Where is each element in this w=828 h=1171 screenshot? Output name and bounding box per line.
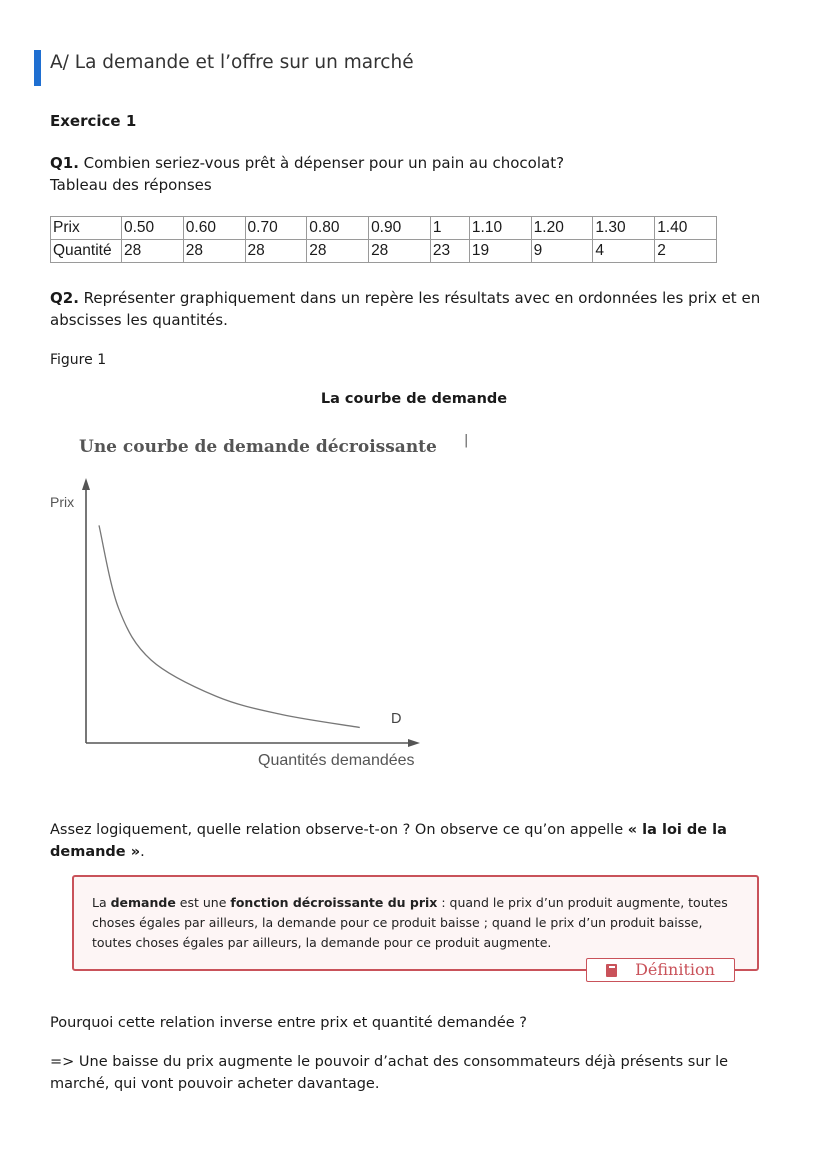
table-cell: 1.20 [531, 217, 593, 240]
table-cell: 9 [531, 240, 593, 263]
table-row-header: Quantité [51, 240, 122, 263]
table-cell: 1.40 [655, 217, 717, 240]
table-cell: 28 [307, 240, 369, 263]
table-cell: 23 [430, 240, 469, 263]
question-3: Pourquoi cette relation inverse entre prix et quantité demandée ? [50, 1015, 527, 1031]
table-cell: 0.70 [245, 217, 307, 240]
question-1-label: Q1. [50, 154, 79, 172]
law-of-demand-end: . [140, 844, 145, 860]
definition-part: La [92, 895, 111, 910]
answer-text: => Une baisse du prix augmente le pouvoir d’achat des consommateurs déjà présents sur le marché, qui vont pouvoir acheter davantage. [50, 1054, 729, 1092]
exercise-title: Exercice 1 [50, 112, 137, 130]
question-2-text: Représenter graphiquement dans un repère les résultats avec en ordonnées les prix et en abscisses les quantités. [50, 289, 761, 329]
chart-title: La courbe de demande [320, 391, 508, 407]
table-row-header: Prix [51, 217, 122, 240]
table-cell: 1.30 [593, 217, 655, 240]
table-cell: 2 [655, 240, 717, 263]
x-axis-arrow [408, 739, 420, 747]
table-cell: 0.80 [307, 217, 369, 240]
tick-mark: | [464, 433, 469, 448]
table-cell: 19 [469, 240, 531, 263]
table-cell: 4 [593, 240, 655, 263]
table-cell: 28 [122, 240, 184, 263]
table-cell: 0.90 [369, 217, 431, 240]
definition-term: demande [110, 895, 176, 910]
definition-part: est une [175, 895, 231, 910]
chart-subtitle: Une courbe de demande décroissante [79, 437, 437, 457]
question-1-text: Combien seriez-vous prêt à dépenser pour un pain au chocolat? [78, 154, 565, 172]
table-cell: 1 [430, 217, 469, 240]
curve-label-d: D [391, 711, 402, 727]
section-title: A/ La demande et l’offre sur un marché [50, 52, 414, 73]
table-caption: Tableau des réponses [50, 176, 212, 194]
question-2-label: Q2. [50, 289, 79, 307]
definition-key-phrase: fonction décroissante du prix [230, 895, 438, 910]
definition-tag-label: Définition [635, 960, 715, 979]
law-of-demand-term: « la loi de la demande » [50, 822, 727, 860]
law-of-demand-paragraph [50, 819, 790, 863]
table-cell: 0.50 [122, 217, 184, 240]
table-cell: 1.10 [469, 217, 531, 240]
demand-curve [99, 525, 360, 727]
table-cell: 28 [183, 240, 245, 263]
table-cell: 28 [245, 240, 307, 263]
table-cell: 0.60 [183, 217, 245, 240]
x-axis-label: Quantités demandées [258, 752, 415, 769]
definition-text [92, 893, 742, 953]
table-cell: 28 [369, 240, 431, 263]
y-axis-arrow [82, 478, 90, 490]
law-of-demand-text: Assez logiquement, quelle relation observe-t-on ? On observe ce qu’on appelle [50, 822, 628, 838]
y-axis-label: Prix [50, 494, 75, 510]
figure-label: Figure 1 [50, 352, 107, 368]
definition-tag [586, 958, 735, 982]
definition-part: : quand le prix d’un produit augmente, toutes choses égales par ailleurs, la demande pour ce produit baisse ; quand le prix d’un produit baisse, toutes choses égales par ailleurs, la demande pour ce produit augmente. [92, 895, 728, 950]
book-icon [606, 964, 617, 977]
